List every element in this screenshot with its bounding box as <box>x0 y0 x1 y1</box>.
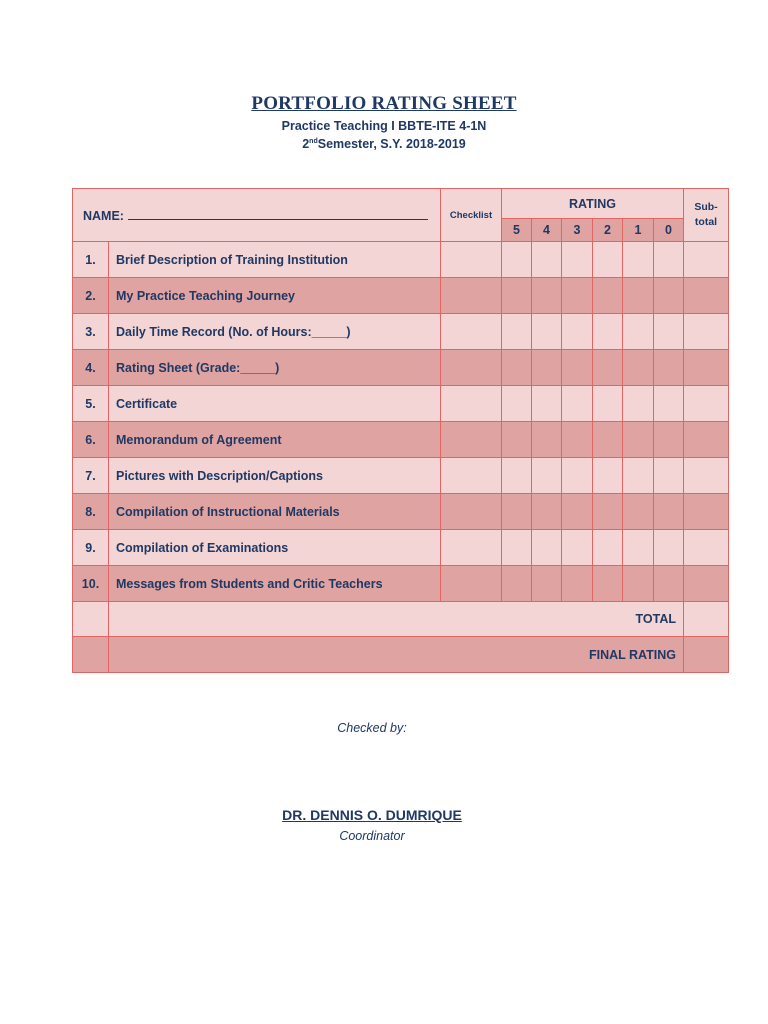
rating-scale-2: 2 <box>593 219 623 242</box>
rating-scale-5: 5 <box>502 219 532 242</box>
semester-text: Semester, S.Y. 2018-2019 <box>317 137 466 151</box>
rating-cell[interactable] <box>593 278 623 314</box>
item-label: Certificate <box>109 386 441 422</box>
checked-by-label: Checked by: <box>337 721 407 735</box>
table-row <box>73 386 729 422</box>
item-number: 8. <box>73 494 109 530</box>
table-row <box>73 566 729 602</box>
final-rating-label: FINAL RATING <box>109 637 684 673</box>
checklist-cell[interactable] <box>441 530 502 566</box>
name-field[interactable] <box>73 189 441 242</box>
total-row <box>73 602 729 637</box>
item-number: 2. <box>73 278 109 314</box>
rating-table <box>72 188 729 673</box>
rating-cell[interactable] <box>502 530 532 566</box>
semester-line <box>0 137 768 151</box>
name-label: NAME: <box>83 209 124 223</box>
item-number: 7. <box>73 458 109 494</box>
total-label: TOTAL <box>109 602 684 637</box>
rating-cell[interactable] <box>532 386 562 422</box>
rating-cell[interactable] <box>623 242 654 278</box>
signatory-role: Coordinator <box>339 829 405 843</box>
item-label: Compilation of Examinations <box>109 530 441 566</box>
rating-cell[interactable] <box>593 386 623 422</box>
rating-cell[interactable] <box>593 314 623 350</box>
rating-cell[interactable] <box>623 350 654 386</box>
checklist-cell[interactable] <box>441 278 502 314</box>
rating-cell[interactable] <box>654 422 684 458</box>
rating-cell[interactable] <box>532 350 562 386</box>
rating-cell[interactable] <box>562 530 593 566</box>
rating-cell[interactable] <box>562 422 593 458</box>
rating-cell[interactable] <box>502 350 532 386</box>
semester-ordinal: 2 <box>302 137 310 151</box>
table-row <box>73 278 729 314</box>
subtotal-cell[interactable] <box>684 566 729 602</box>
checklist-cell[interactable] <box>441 350 502 386</box>
rating-cell[interactable] <box>502 494 532 530</box>
rating-cell[interactable] <box>623 386 654 422</box>
rating-cell[interactable] <box>502 458 532 494</box>
item-label: Compilation of Instructional Materials <box>109 494 441 530</box>
subtotal-cell[interactable] <box>684 458 729 494</box>
semester-ordinal-suffix: nd <box>309 137 318 145</box>
rating-cell[interactable] <box>562 242 593 278</box>
item-number: 9. <box>73 530 109 566</box>
rating-cell[interactable] <box>532 494 562 530</box>
item-label: Daily Time Record (No. of Hours:_____) <box>109 314 441 350</box>
rating-cell[interactable] <box>562 350 593 386</box>
subtotal-header <box>684 189 729 242</box>
final-rating-row <box>73 637 729 673</box>
rating-scale-3: 3 <box>562 219 593 242</box>
item-label: Brief Description of Training Institution <box>109 242 441 278</box>
rating-cell[interactable] <box>654 494 684 530</box>
rating-cell[interactable] <box>562 566 593 602</box>
subtotal-cell[interactable] <box>684 530 729 566</box>
rating-cell[interactable] <box>532 530 562 566</box>
table-row <box>73 494 729 530</box>
item-number: 10. <box>73 566 109 602</box>
table-row <box>73 422 729 458</box>
item-label: Memorandum of Agreement <box>109 422 441 458</box>
item-label: Messages from Students and Critic Teachers <box>109 566 441 602</box>
rating-cell[interactable] <box>623 530 654 566</box>
rating-cell[interactable] <box>623 566 654 602</box>
rating-cell[interactable] <box>532 278 562 314</box>
subtotal-cell[interactable] <box>684 314 729 350</box>
rating-cell[interactable] <box>532 422 562 458</box>
total-row-number-cell <box>73 602 109 637</box>
rating-cell[interactable] <box>562 314 593 350</box>
signatory-name: DR. DENNIS O. DUMRIQUE <box>282 807 462 823</box>
rating-cell[interactable] <box>593 242 623 278</box>
final-rating-value-cell[interactable] <box>684 637 729 673</box>
subtotal-label-line1: Sub- <box>694 201 718 213</box>
subtotal-cell[interactable] <box>684 242 729 278</box>
rating-cell[interactable] <box>532 242 562 278</box>
course-subtitle: Practice Teaching I BBTE-ITE 4-1N <box>281 119 487 133</box>
rating-cell[interactable] <box>654 278 684 314</box>
rating-cell[interactable] <box>654 458 684 494</box>
checklist-cell[interactable] <box>441 566 502 602</box>
rating-cell[interactable] <box>502 242 532 278</box>
rating-cell[interactable] <box>654 530 684 566</box>
rating-cell[interactable] <box>502 422 532 458</box>
rating-header: RATING <box>502 189 684 219</box>
subtotal-label-line2: total <box>694 216 718 228</box>
subtotal-cell[interactable] <box>684 386 729 422</box>
table-row <box>73 242 729 278</box>
rating-cell[interactable] <box>593 530 623 566</box>
rating-cell[interactable] <box>532 314 562 350</box>
rating-cell[interactable] <box>593 350 623 386</box>
rating-cell[interactable] <box>562 458 593 494</box>
checklist-cell[interactable] <box>441 242 502 278</box>
checklist-cell[interactable] <box>441 494 502 530</box>
rating-cell[interactable] <box>623 278 654 314</box>
checklist-cell[interactable] <box>441 422 502 458</box>
rating-cell[interactable] <box>502 314 532 350</box>
rating-cell[interactable] <box>593 422 623 458</box>
rating-scale-4: 4 <box>532 219 562 242</box>
item-label: Rating Sheet (Grade:_____) <box>109 350 441 386</box>
rating-cell[interactable] <box>623 422 654 458</box>
rating-cell[interactable] <box>623 458 654 494</box>
item-number: 4. <box>73 350 109 386</box>
final-row-number-cell <box>73 637 109 673</box>
checklist-cell[interactable] <box>441 386 502 422</box>
rating-cell[interactable] <box>502 566 532 602</box>
document-title: PORTFOLIO RATING SHEET <box>251 93 517 114</box>
rating-cell[interactable] <box>654 242 684 278</box>
rating-cell[interactable] <box>593 494 623 530</box>
item-number: 3. <box>73 314 109 350</box>
rating-cell[interactable] <box>502 278 532 314</box>
rating-cell[interactable] <box>654 314 684 350</box>
total-value-cell[interactable] <box>684 602 729 637</box>
rating-cell[interactable] <box>502 386 532 422</box>
rating-cell[interactable] <box>562 494 593 530</box>
item-label: Pictures with Description/Captions <box>109 458 441 494</box>
item-label: My Practice Teaching Journey <box>109 278 441 314</box>
table-row <box>73 314 729 350</box>
subtotal-cell[interactable] <box>684 422 729 458</box>
checklist-header: Checklist <box>441 189 502 242</box>
checklist-cell[interactable] <box>441 314 502 350</box>
item-number: 6. <box>73 422 109 458</box>
item-number: 1. <box>73 242 109 278</box>
rating-cell[interactable] <box>562 278 593 314</box>
item-number: 5. <box>73 386 109 422</box>
rating-cell[interactable] <box>532 566 562 602</box>
rating-cell[interactable] <box>654 386 684 422</box>
name-blank-line[interactable] <box>128 207 428 220</box>
checklist-cell[interactable] <box>441 458 502 494</box>
rating-cell[interactable] <box>623 314 654 350</box>
rating-scale-1: 1 <box>623 219 654 242</box>
rating-cell[interactable] <box>654 350 684 386</box>
rating-scale-0: 0 <box>654 219 684 242</box>
table-row <box>73 458 729 494</box>
table-row <box>73 350 729 386</box>
rating-cell[interactable] <box>593 566 623 602</box>
subtotal-cell[interactable] <box>684 278 729 314</box>
subtotal-cell[interactable] <box>684 494 729 530</box>
rating-cell[interactable] <box>623 494 654 530</box>
rating-cell[interactable] <box>654 566 684 602</box>
table-row <box>73 530 729 566</box>
rating-cell[interactable] <box>593 458 623 494</box>
subtotal-cell[interactable] <box>684 350 729 386</box>
rating-cell[interactable] <box>562 386 593 422</box>
rating-cell[interactable] <box>532 458 562 494</box>
